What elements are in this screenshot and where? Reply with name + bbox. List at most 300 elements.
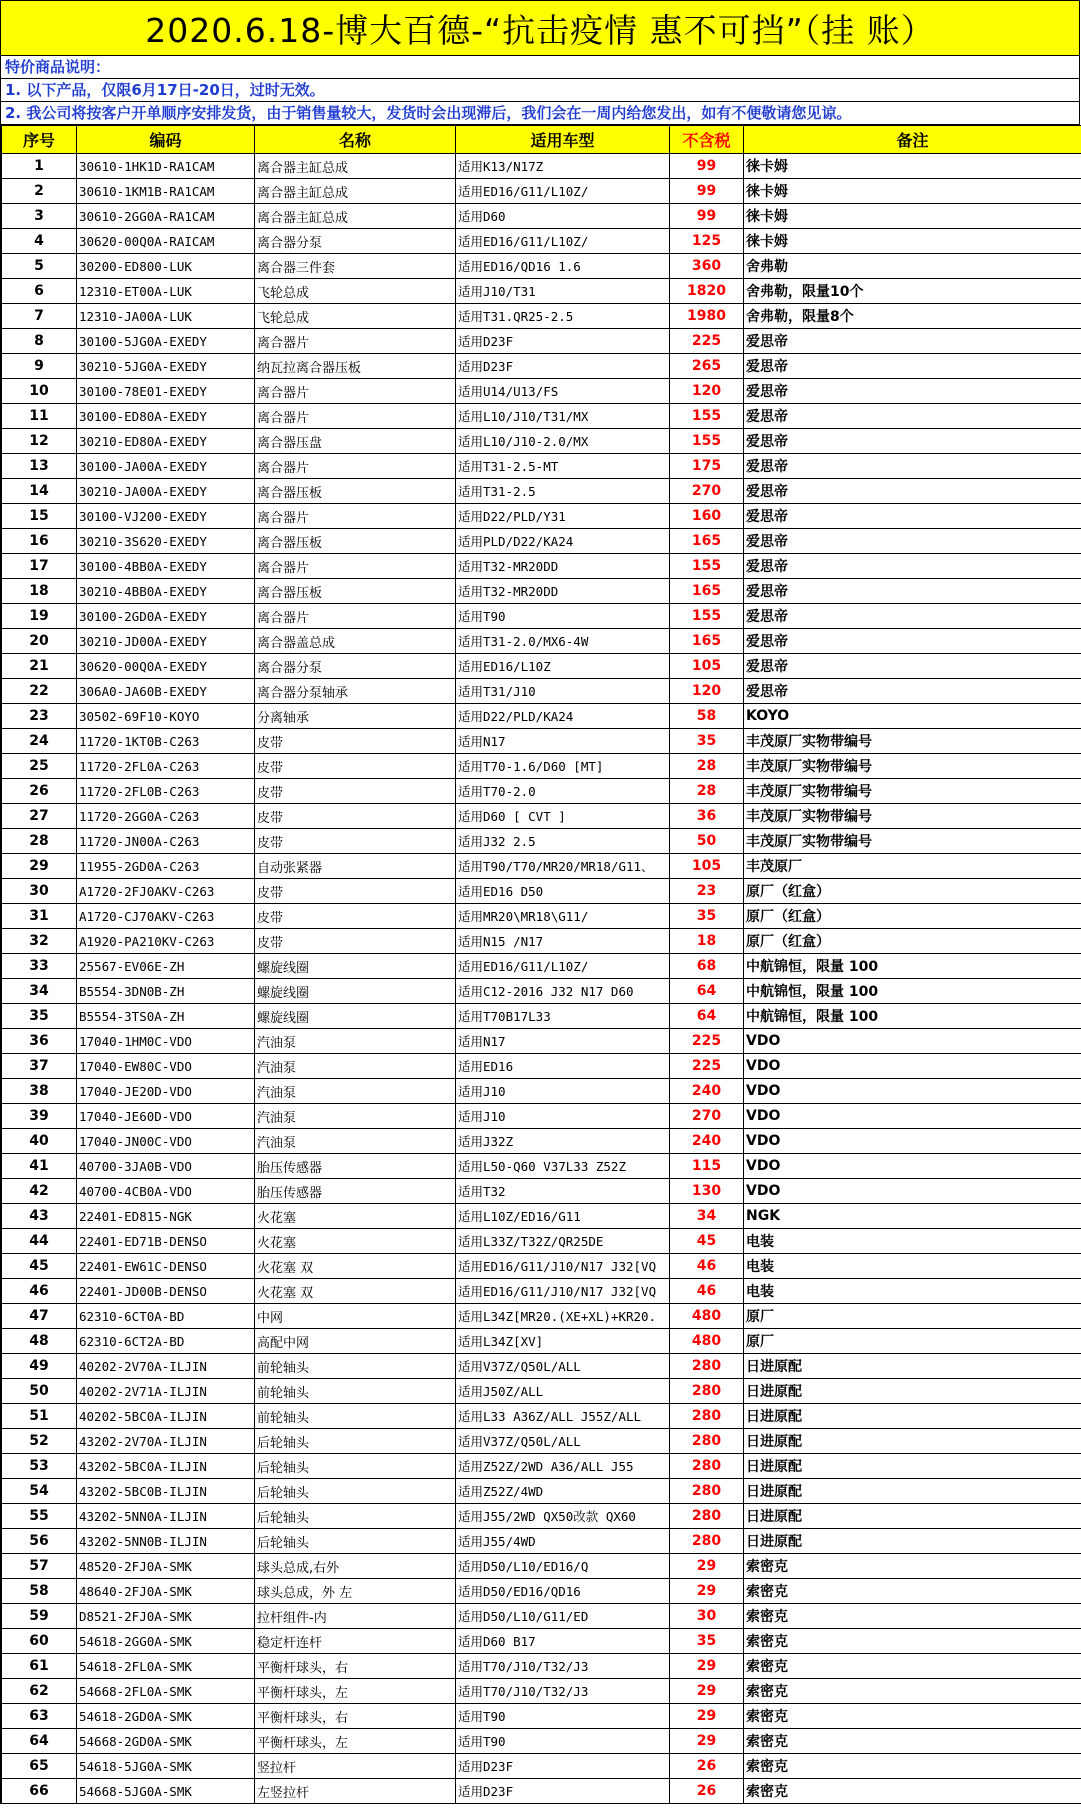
header-model: 适用车型 <box>456 126 670 154</box>
cell-remark: 爱思帝 <box>744 429 1081 454</box>
cell-code: 25567-EV06E-ZH <box>77 954 255 979</box>
cell-model: 适用ED16/G11/L10Z/ <box>456 954 670 979</box>
cell-name: 后轮轴头 <box>255 1454 456 1479</box>
cell-model: 适用J32 2.5 <box>456 829 670 854</box>
cell-name: 螺旋线圈 <box>255 954 456 979</box>
table-row <box>2 1654 1081 1679</box>
cell-price: 105 <box>670 854 744 879</box>
table-row <box>2 1779 1081 1804</box>
cell-code: 30620-00Q0A-RAICAM <box>77 229 255 254</box>
cell-code: 62310-6CT2A-BD <box>77 1329 255 1354</box>
cell-model: 适用J10 <box>456 1079 670 1104</box>
cell-price: 175 <box>670 454 744 479</box>
cell-model: 适用PLD/D22/KA24 <box>456 529 670 554</box>
cell-price: 29 <box>670 1729 744 1754</box>
table-row <box>2 629 1081 654</box>
cell-remark: NGK <box>744 1204 1081 1229</box>
cell-price: 240 <box>670 1129 744 1154</box>
cell-model: 适用J50Z/ALL <box>456 1379 670 1404</box>
cell-model: 适用D60 <box>456 204 670 229</box>
cell-model: 适用T90/T70/MR20/MR18/G11、 <box>456 854 670 879</box>
cell-price: 225 <box>670 1054 744 1079</box>
cell-price: 29 <box>670 1679 744 1704</box>
table-row <box>2 579 1081 604</box>
cell-index: 25 <box>2 754 77 779</box>
cell-name: 飞轮总成 <box>255 279 456 304</box>
cell-remark: 索密克 <box>744 1629 1081 1654</box>
cell-model: 适用N15 /N17 <box>456 929 670 954</box>
table-row <box>2 229 1081 254</box>
cell-model: 适用T70B17L33 <box>456 1004 670 1029</box>
cell-remark: 日进原配 <box>744 1379 1081 1404</box>
cell-code: 30100-ED80A-EXEDY <box>77 404 255 429</box>
cell-index: 54 <box>2 1479 77 1504</box>
cell-code: 17040-1HM0C-VDO <box>77 1029 255 1054</box>
table-row <box>2 254 1081 279</box>
table-row <box>2 954 1081 979</box>
cell-name: 离合器片 <box>255 329 456 354</box>
cell-price: 28 <box>670 779 744 804</box>
cell-remark: 爱思帝 <box>744 504 1081 529</box>
table-row <box>2 1629 1081 1654</box>
cell-remark: 索密克 <box>744 1604 1081 1629</box>
cell-remark: 电装 <box>744 1229 1081 1254</box>
cell-price: 28 <box>670 754 744 779</box>
cell-index: 46 <box>2 1279 77 1304</box>
cell-name: 汽油泵 <box>255 1054 456 1079</box>
cell-price: 265 <box>670 354 744 379</box>
cell-index: 9 <box>2 354 77 379</box>
cell-name: 后轮轴头 <box>255 1429 456 1454</box>
cell-name: 汽油泵 <box>255 1029 456 1054</box>
cell-code: A1720-CJ70AKV-C263 <box>77 904 255 929</box>
cell-name: 汽油泵 <box>255 1129 456 1154</box>
cell-remark: 爱思帝 <box>744 379 1081 404</box>
table-row <box>2 1154 1081 1179</box>
cell-index: 31 <box>2 904 77 929</box>
table-row <box>2 1279 1081 1304</box>
cell-price: 46 <box>670 1254 744 1279</box>
notes-heading: 特价商品说明： <box>1 56 1080 79</box>
cell-price: 35 <box>670 904 744 929</box>
cell-name: 离合器片 <box>255 554 456 579</box>
cell-price: 58 <box>670 704 744 729</box>
cell-remark: 索密克 <box>744 1554 1081 1579</box>
cell-index: 37 <box>2 1054 77 1079</box>
table-row <box>2 279 1081 304</box>
cell-name: 飞轮总成 <box>255 304 456 329</box>
cell-code: 22401-JD00B-DENSO <box>77 1279 255 1304</box>
cell-code: D8521-2FJ0A-SMK <box>77 1604 255 1629</box>
cell-index: 61 <box>2 1654 77 1679</box>
cell-remark: VDO <box>744 1104 1081 1129</box>
cell-code: 30210-ED80A-EXEDY <box>77 429 255 454</box>
cell-name: 离合器片 <box>255 454 456 479</box>
table-row <box>2 404 1081 429</box>
cell-price: 280 <box>670 1529 744 1554</box>
cell-price: 280 <box>670 1454 744 1479</box>
table-row <box>2 729 1081 754</box>
cell-price: 155 <box>670 404 744 429</box>
cell-index: 7 <box>2 304 77 329</box>
cell-code: 17040-JE20D-VDO <box>77 1079 255 1104</box>
cell-code: 30210-5JG0A-EXEDY <box>77 354 255 379</box>
cell-model: 适用D22/PLD/KA24 <box>456 704 670 729</box>
cell-code: B5554-3TS0A-ZH <box>77 1004 255 1029</box>
cell-index: 20 <box>2 629 77 654</box>
cell-name: 螺旋线圈 <box>255 1004 456 1029</box>
cell-remark: 电装 <box>744 1279 1081 1304</box>
cell-price: 23 <box>670 879 744 904</box>
cell-index: 58 <box>2 1579 77 1604</box>
cell-code: 17040-JN00C-VDO <box>77 1129 255 1154</box>
table-row <box>2 854 1081 879</box>
cell-code: 30502-69F10-KOYO <box>77 704 255 729</box>
cell-name: 后轮轴头 <box>255 1504 456 1529</box>
cell-code: 30210-JD00A-EXEDY <box>77 629 255 654</box>
cell-code: 54668-2GD0A-SMK <box>77 1729 255 1754</box>
cell-model: 适用L34Z[XV] <box>456 1329 670 1354</box>
cell-model: 适用ED16/QD16 1.6 <box>456 254 670 279</box>
cell-index: 19 <box>2 604 77 629</box>
cell-price: 360 <box>670 254 744 279</box>
cell-code: 22401-EW61C-DENSO <box>77 1254 255 1279</box>
cell-model: 适用D60 [ CVT ] <box>456 804 670 829</box>
cell-price: 130 <box>670 1179 744 1204</box>
cell-name: 离合器分泵 <box>255 654 456 679</box>
cell-index: 17 <box>2 554 77 579</box>
table-row <box>2 654 1081 679</box>
cell-model: 适用ED16/L10Z <box>456 654 670 679</box>
cell-index: 34 <box>2 979 77 1004</box>
cell-remark: 日进原配 <box>744 1404 1081 1429</box>
cell-price: 155 <box>670 429 744 454</box>
cell-code: 11955-2GD0A-C263 <box>77 854 255 879</box>
cell-model: 适用D23F <box>456 329 670 354</box>
cell-name: 离合器盖总成 <box>255 629 456 654</box>
cell-remark: 索密克 <box>744 1754 1081 1779</box>
cell-model: 适用L33Z/T32Z/QR25DE <box>456 1229 670 1254</box>
cell-code: 62310-6CT0A-BD <box>77 1304 255 1329</box>
cell-remark: 索密克 <box>744 1579 1081 1604</box>
note-line-2: 2. 我公司将按客户开单顺序安排发货，由于销售量较大，发货时会出现滞后，我们会在一周内给您发出，如有不便敬请您见谅。 <box>1 102 1080 125</box>
cell-model: 适用J55/4WD <box>456 1529 670 1554</box>
cell-remark: 日进原配 <box>744 1354 1081 1379</box>
cell-index: 8 <box>2 329 77 354</box>
cell-remark: 丰茂原厂实物带编号 <box>744 804 1081 829</box>
cell-code: 12310-JA00A-LUK <box>77 304 255 329</box>
cell-price: 280 <box>670 1429 744 1454</box>
cell-price: 280 <box>670 1479 744 1504</box>
table-row <box>2 804 1081 829</box>
cell-code: B5554-3DN0B-ZH <box>77 979 255 1004</box>
cell-code: 54618-2GG0A-SMK <box>77 1629 255 1654</box>
note-line-1: 1. 以下产品，仅限6月17日-20日，过时无效。 <box>1 79 1080 102</box>
cell-index: 44 <box>2 1229 77 1254</box>
cell-remark: 丰茂原厂实物带编号 <box>744 754 1081 779</box>
table-row <box>2 529 1081 554</box>
cell-index: 23 <box>2 704 77 729</box>
cell-name: 皮带 <box>255 754 456 779</box>
table-row <box>2 429 1081 454</box>
cell-name: 汽油泵 <box>255 1079 456 1104</box>
cell-remark: 徕卡姆 <box>744 229 1081 254</box>
cell-name: 汽油泵 <box>255 1104 456 1129</box>
cell-remark: 原厂 <box>744 1329 1081 1354</box>
cell-index: 55 <box>2 1504 77 1529</box>
cell-price: 36 <box>670 804 744 829</box>
cell-code: 30200-ED800-LUK <box>77 254 255 279</box>
table-row <box>2 154 1081 179</box>
cell-name: 前轮轴头 <box>255 1354 456 1379</box>
cell-remark: 爱思帝 <box>744 629 1081 654</box>
cell-name: 离合器分泵轴承 <box>255 679 456 704</box>
cell-name: 竖拉杆 <box>255 1754 456 1779</box>
cell-remark: 舍弗勒，限量8个 <box>744 304 1081 329</box>
table-row <box>2 1029 1081 1054</box>
cell-price: 29 <box>670 1579 744 1604</box>
cell-model: 适用D50/L10/G11/ED <box>456 1604 670 1629</box>
cell-name: 平衡杆球头，右 <box>255 1654 456 1679</box>
cell-model: 适用ED16/G11/J10/N17 J32[VQ <box>456 1279 670 1304</box>
cell-name: 前轮轴头 <box>255 1379 456 1404</box>
cell-remark: 舍弗勒，限量10个 <box>744 279 1081 304</box>
cell-model: 适用ED16/G11/L10Z/ <box>456 179 670 204</box>
table-row <box>2 1679 1081 1704</box>
cell-model: 适用C12-2016 J32 N17 D60 <box>456 979 670 1004</box>
table-row <box>2 1204 1081 1229</box>
cell-index: 18 <box>2 579 77 604</box>
cell-code: 30100-2GD0A-EXEDY <box>77 604 255 629</box>
cell-price: 45 <box>670 1229 744 1254</box>
cell-model: 适用T32 <box>456 1179 670 1204</box>
table-row <box>2 1004 1081 1029</box>
cell-index: 13 <box>2 454 77 479</box>
cell-index: 38 <box>2 1079 77 1104</box>
cell-remark: 原厂（红盒） <box>744 879 1081 904</box>
cell-name: 离合器三件套 <box>255 254 456 279</box>
cell-model: 适用D22/PLD/Y31 <box>456 504 670 529</box>
cell-price: 34 <box>670 1204 744 1229</box>
cell-index: 16 <box>2 529 77 554</box>
cell-index: 48 <box>2 1329 77 1354</box>
table-row <box>2 454 1081 479</box>
cell-price: 280 <box>670 1504 744 1529</box>
table-row <box>2 304 1081 329</box>
cell-index: 28 <box>2 829 77 854</box>
cell-name: 离合器片 <box>255 604 456 629</box>
cell-code: 30610-1HK1D-RA1CAM <box>77 154 255 179</box>
cell-code: 30620-00Q0A-EXEDY <box>77 654 255 679</box>
cell-name: 高配中网 <box>255 1329 456 1354</box>
table-row <box>2 1179 1081 1204</box>
table-row <box>2 1579 1081 1604</box>
cell-index: 49 <box>2 1354 77 1379</box>
cell-remark: 爱思帝 <box>744 679 1081 704</box>
cell-price: 240 <box>670 1079 744 1104</box>
cell-name: 火花塞 双 <box>255 1254 456 1279</box>
cell-price: 46 <box>670 1279 744 1304</box>
cell-name: 离合器主缸总成 <box>255 204 456 229</box>
cell-remark: 日进原配 <box>744 1454 1081 1479</box>
cell-remark: 爱思帝 <box>744 354 1081 379</box>
cell-index: 47 <box>2 1304 77 1329</box>
table-row <box>2 554 1081 579</box>
cell-index: 2 <box>2 179 77 204</box>
cell-name: 球头总成，外 左 <box>255 1579 456 1604</box>
cell-model: 适用T31-2.5-MT <box>456 454 670 479</box>
table-row <box>2 1704 1081 1729</box>
cell-model: 适用K13/N17Z <box>456 154 670 179</box>
table-row <box>2 479 1081 504</box>
cell-remark: 索密克 <box>744 1654 1081 1679</box>
cell-name: 离合器压板 <box>255 529 456 554</box>
cell-name: 拉杆组件-内 <box>255 1604 456 1629</box>
cell-code: 40700-4CB0A-VDO <box>77 1179 255 1204</box>
cell-model: 适用T32-MR20DD <box>456 554 670 579</box>
cell-index: 63 <box>2 1704 77 1729</box>
cell-model: 适用T70-2.0 <box>456 779 670 804</box>
cell-name: 后轮轴头 <box>255 1479 456 1504</box>
cell-name: 离合器片 <box>255 404 456 429</box>
table-row <box>2 1229 1081 1254</box>
cell-remark: VDO <box>744 1079 1081 1104</box>
cell-remark: VDO <box>744 1054 1081 1079</box>
cell-price: 125 <box>670 229 744 254</box>
table-row <box>2 1079 1081 1104</box>
cell-index: 11 <box>2 404 77 429</box>
cell-name: 皮带 <box>255 904 456 929</box>
cell-index: 26 <box>2 779 77 804</box>
cell-price: 165 <box>670 529 744 554</box>
cell-index: 12 <box>2 429 77 454</box>
table-row <box>2 1254 1081 1279</box>
cell-model: 适用L10/J10/T31/MX <box>456 404 670 429</box>
cell-model: 适用T32-MR20DD <box>456 579 670 604</box>
cell-index: 56 <box>2 1529 77 1554</box>
cell-name: 皮带 <box>255 779 456 804</box>
header-code: 编码 <box>77 126 255 154</box>
cell-index: 39 <box>2 1104 77 1129</box>
header-remark: 备注 <box>744 126 1081 154</box>
table-row <box>2 829 1081 854</box>
cell-remark: 丰茂原厂实物带编号 <box>744 829 1081 854</box>
cell-model: 适用L50-Q60 V37L33 Z52Z <box>456 1154 670 1179</box>
cell-remark: 爱思帝 <box>744 579 1081 604</box>
cell-name: 平衡杆球头，右 <box>255 1704 456 1729</box>
cell-name: 皮带 <box>255 804 456 829</box>
table-row <box>2 1379 1081 1404</box>
cell-remark: 日进原配 <box>744 1529 1081 1554</box>
cell-model: 适用T90 <box>456 1729 670 1754</box>
cell-model: 适用U14/U13/FS <box>456 379 670 404</box>
cell-remark: 丰茂原厂 <box>744 854 1081 879</box>
cell-name: 离合器压板 <box>255 479 456 504</box>
table-row <box>2 1529 1081 1554</box>
cell-price: 29 <box>670 1704 744 1729</box>
cell-index: 3 <box>2 204 77 229</box>
cell-model: 适用N17 <box>456 1029 670 1054</box>
cell-code: 48640-2FJ0A-SMK <box>77 1579 255 1604</box>
cell-remark: 中航锦恒，限量 100 <box>744 979 1081 1004</box>
cell-index: 52 <box>2 1429 77 1454</box>
header-index: 序号 <box>2 126 77 154</box>
cell-remark: 爱思帝 <box>744 454 1081 479</box>
cell-code: A1920-PA210KV-C263 <box>77 929 255 954</box>
table-row <box>2 1329 1081 1354</box>
cell-price: 280 <box>670 1354 744 1379</box>
cell-code: 43202-2V70A-ILJIN <box>77 1429 255 1454</box>
cell-index: 21 <box>2 654 77 679</box>
cell-remark: VDO <box>744 1154 1081 1179</box>
cell-model: 适用D50/L10/ED16/Q <box>456 1554 670 1579</box>
cell-price: 99 <box>670 204 744 229</box>
table-row <box>2 204 1081 229</box>
cell-remark: 爱思帝 <box>744 654 1081 679</box>
cell-index: 5 <box>2 254 77 279</box>
cell-index: 6 <box>2 279 77 304</box>
cell-remark: KOYO <box>744 704 1081 729</box>
table-row <box>2 1054 1081 1079</box>
cell-remark: 爱思帝 <box>744 604 1081 629</box>
cell-index: 43 <box>2 1204 77 1229</box>
cell-model: 适用T31-2.5 <box>456 479 670 504</box>
cell-remark: 原厂（红盒） <box>744 929 1081 954</box>
cell-price: 225 <box>670 329 744 354</box>
cell-name: 纳瓦拉离合器压板 <box>255 354 456 379</box>
cell-index: 24 <box>2 729 77 754</box>
cell-name: 分离轴承 <box>255 704 456 729</box>
cell-remark: VDO <box>744 1029 1081 1054</box>
table-row <box>2 1729 1081 1754</box>
cell-name: 皮带 <box>255 729 456 754</box>
cell-code: 17040-JE60D-VDO <box>77 1104 255 1129</box>
cell-price: 29 <box>670 1654 744 1679</box>
cell-remark: 电装 <box>744 1254 1081 1279</box>
cell-model: 适用N17 <box>456 729 670 754</box>
table-row <box>2 929 1081 954</box>
cell-code: 30210-3S620-EXEDY <box>77 529 255 554</box>
cell-index: 60 <box>2 1629 77 1654</box>
table-row <box>2 904 1081 929</box>
cell-price: 280 <box>670 1379 744 1404</box>
cell-index: 32 <box>2 929 77 954</box>
cell-price: 1820 <box>670 279 744 304</box>
table-row <box>2 1504 1081 1529</box>
cell-index: 40 <box>2 1129 77 1154</box>
cell-index: 42 <box>2 1179 77 1204</box>
table-row <box>2 704 1081 729</box>
cell-remark: 原厂（红盒） <box>744 904 1081 929</box>
cell-remark: 徕卡姆 <box>744 204 1081 229</box>
cell-name: 火花塞 双 <box>255 1279 456 1304</box>
cell-code: 40202-2V71A-ILJIN <box>77 1379 255 1404</box>
cell-model: 适用Z52Z/2WD A36/ALL J55 <box>456 1454 670 1479</box>
cell-model: 适用T70/J10/T32/J3 <box>456 1654 670 1679</box>
cell-name: 胎压传感器 <box>255 1179 456 1204</box>
cell-code: 54668-5JG0A-SMK <box>77 1779 255 1804</box>
cell-index: 33 <box>2 954 77 979</box>
table-row <box>2 1604 1081 1629</box>
cell-model: 适用ED16 D50 <box>456 879 670 904</box>
cell-price: 480 <box>670 1329 744 1354</box>
cell-code: 30100-VJ200-EXEDY <box>77 504 255 529</box>
cell-model: 适用D50/ED16/QD16 <box>456 1579 670 1604</box>
table-row <box>2 604 1081 629</box>
cell-code: 43202-5BC0B-ILJIN <box>77 1479 255 1504</box>
cell-model: 适用L33 A36Z/ALL J55Z/ALL <box>456 1404 670 1429</box>
cell-remark: 丰茂原厂实物带编号 <box>744 729 1081 754</box>
